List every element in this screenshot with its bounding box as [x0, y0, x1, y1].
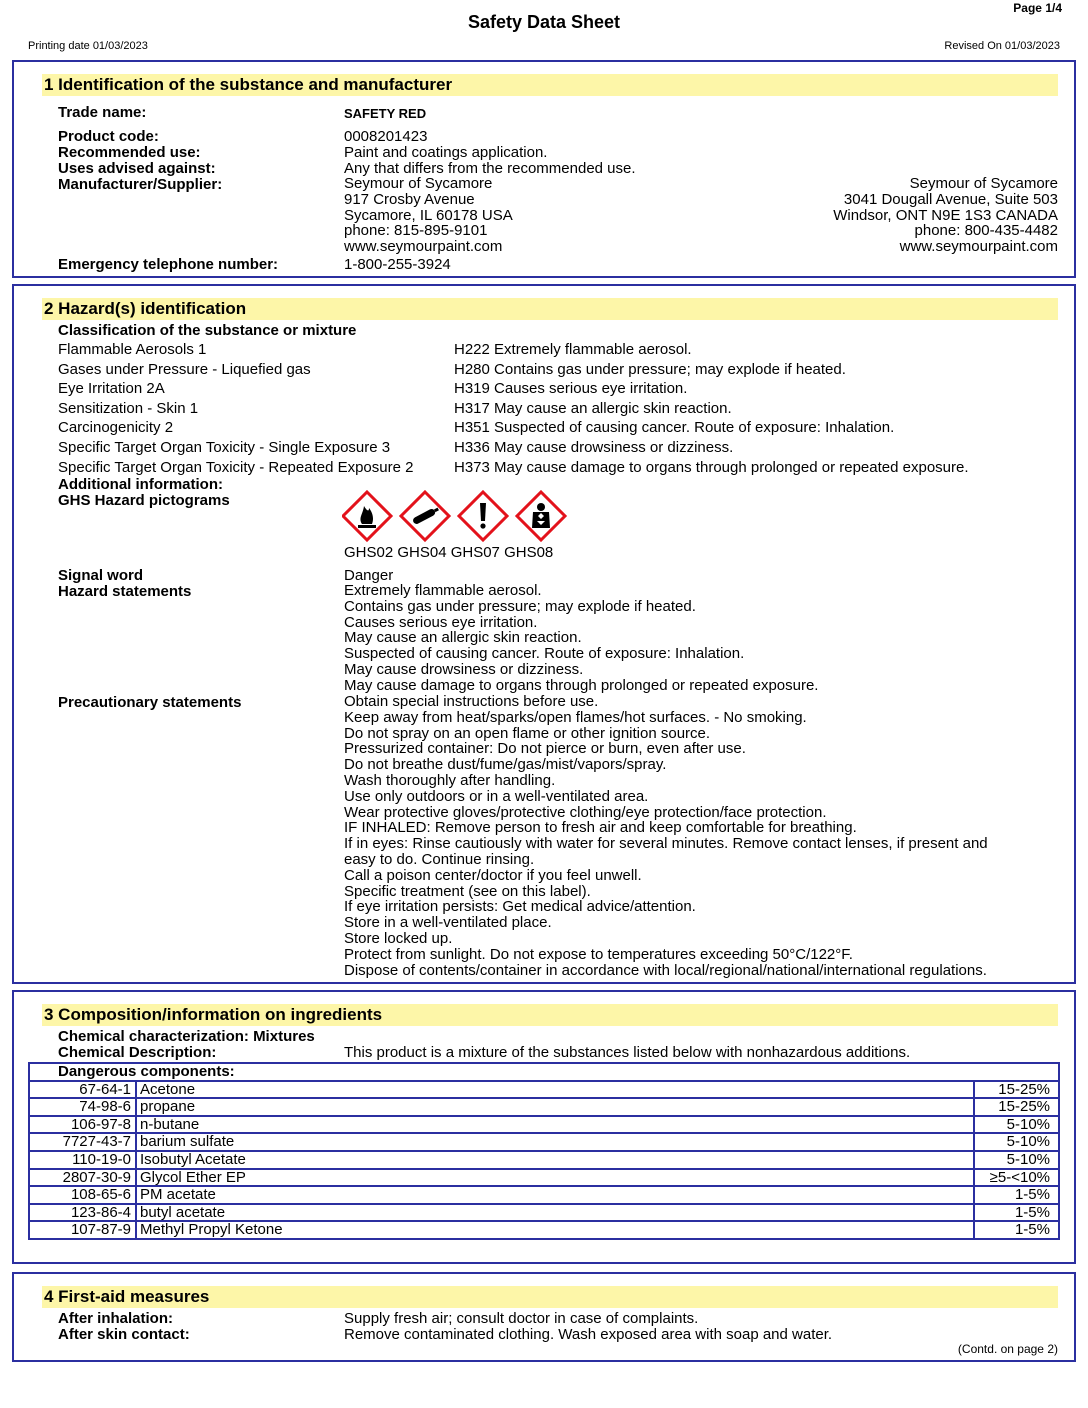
cas-number: 67-64-1 — [29, 1081, 136, 1099]
table-row — [29, 1151, 1059, 1169]
characterization-label: Chemical characterization: Mixtures — [58, 1028, 315, 1045]
classification-label: Classification of the substance or mixture — [58, 322, 357, 339]
hazard-class: Specific Target Organ Toxicity - Repeated Exposure 2 — [58, 459, 414, 476]
precautionary-statement: Call a poison center/doctor if you feel unwell. — [344, 866, 642, 884]
table-row — [29, 1133, 1059, 1151]
component-name: Methyl Propyl Ketone — [136, 1221, 974, 1239]
section-title: 3 Composition/information on ingredients — [44, 1005, 383, 1024]
section-title: 4 First-aid measures — [44, 1287, 210, 1306]
us-address — [344, 176, 513, 255]
section-heading-band — [42, 298, 1058, 320]
gas-cylinder-icon — [401, 492, 449, 540]
component-name: butyl acetate — [136, 1204, 974, 1222]
table-row — [29, 1169, 1059, 1187]
component-percent: 5-10% — [974, 1116, 1059, 1134]
table-row — [29, 1204, 1059, 1222]
component-percent: 1-5% — [974, 1221, 1059, 1239]
additional-info-label: Additional information: — [58, 476, 223, 493]
precautionary-statement: Protect from sunlight. Do not expose to temperatures exceeding 50°C/122°F. — [344, 945, 853, 963]
flame-icon — [343, 492, 391, 540]
hazard-code: H351 Suspected of causing cancer. Route of exposure: Inhalation. — [454, 419, 895, 436]
precautionary-statement: If in eyes: Rinse cautiously with water for several minutes. Remove contact lenses, if present and — [344, 835, 988, 853]
canada-address-line: Windsor, ONT N9E 1S3 CANADA — [833, 206, 1058, 224]
section-title: 2 Hazard(s) identification — [44, 299, 247, 318]
component-name: Glycol Ether EP — [136, 1169, 974, 1187]
canada-website: www.seymourpaint.com — [899, 238, 1058, 256]
section-identification — [12, 60, 1076, 278]
uses-against-value: Any that differs from the recommended use. — [344, 160, 636, 177]
precautionary-statement: Pressurized container: Do not pierce or burn, even after use. — [344, 740, 746, 758]
precautionary-statement: easy to do. Continue rinsing. — [344, 850, 535, 868]
hazard-statement: Suspected of causing cancer. Route of exposure: Inhalation. — [344, 645, 745, 663]
component-name: n-butane — [136, 1116, 974, 1134]
component-name: propane — [136, 1098, 974, 1116]
after-skin-contact-label: After skin contact: — [58, 1326, 190, 1343]
precautionary-statement: Wash thoroughly after handling. — [344, 771, 556, 789]
us-address-line: 917 Crosby Avenue — [344, 190, 475, 208]
recommended-use-label: Recommended use: — [58, 144, 201, 161]
cas-number: 108-65-6 — [29, 1186, 136, 1204]
precautionary-statement: Do not spray on an open flame or other ignition source. — [344, 724, 711, 742]
hazard-class: Specific Target Organ Toxicity - Single Exposure 3 — [58, 439, 391, 456]
chemical-description: This product is a mixture of the substances listed below with nonhazardous additions. — [344, 1044, 911, 1061]
section-heading-band — [42, 1286, 1058, 1308]
precautionary-statement: Store in a well-ventilated place. — [344, 914, 552, 932]
ghs-pictograms — [342, 490, 572, 546]
precautionary-statement: Dispose of contents/container in accordance with local/regional/national/international regulations. — [344, 961, 987, 979]
section-heading-band — [42, 74, 1058, 96]
component-name: Isobutyl Acetate — [136, 1151, 974, 1169]
document-title: Safety Data Sheet — [467, 12, 621, 32]
component-percent: 1-5% — [974, 1204, 1059, 1222]
component-name: PM acetate — [136, 1186, 974, 1204]
uses-against-label: Uses advised against: — [58, 160, 216, 177]
hazard-statement: Extremely flammable aerosol. — [344, 582, 542, 599]
pictogram-codes: GHS02 GHS04 GHS07 GHS08 — [344, 544, 554, 561]
component-name: barium sulfate — [136, 1133, 974, 1151]
table-row — [29, 1186, 1059, 1204]
trade-name-value: SAFETY RED — [344, 106, 427, 121]
trade-name-label: Trade name: — [58, 104, 147, 121]
section-first-aid — [12, 1272, 1076, 1362]
chemical-description-label: Chemical Description: — [58, 1044, 217, 1061]
canada-address-line: Seymour of Sycamore — [909, 175, 1058, 192]
precautionary-statement: Keep away from heat/sparks/open flames/hot surfaces. - No smoking. — [344, 708, 807, 726]
cas-number: 107-87-9 — [29, 1221, 136, 1239]
component-percent: 15-25% — [974, 1081, 1059, 1099]
pictograms-label: GHS Hazard pictograms — [58, 492, 230, 509]
cas-number: 2807-30-9 — [29, 1169, 136, 1187]
canada-address — [833, 176, 1058, 255]
hazard-code: H373 May cause damage to organs through prolonged or repeated exposure. — [454, 459, 969, 476]
emergency-label: Emergency telephone number: — [58, 256, 279, 273]
product-code-label: Product code: — [58, 128, 159, 145]
table-row — [29, 1221, 1059, 1239]
precautionary-statements-label: Precautionary statements — [58, 694, 242, 711]
component-name: Acetone — [136, 1081, 974, 1099]
section-title: 1 Identification of the substance and manufacturer — [44, 75, 453, 94]
precautionary-statement: Specific treatment (see on this label). — [344, 882, 591, 900]
precautionary-statement: IF INHALED: Remove person to fresh air and keep comfortable for breathing. — [344, 819, 857, 837]
cas-number: 123-86-4 — [29, 1204, 136, 1222]
precautionary-statement: If eye irritation persists: Get medical advice/attention. — [344, 898, 696, 916]
hazard-class: Gases under Pressure - Liquefied gas — [58, 361, 311, 378]
printing-date: Printing date 01/03/2023 — [28, 40, 148, 52]
hazard-code: H336 May cause drowsiness or dizziness. — [454, 439, 734, 456]
cas-number: 110-19-0 — [29, 1151, 136, 1169]
component-percent: 5-10% — [974, 1151, 1059, 1169]
hazard-statement: May cause drowsiness or dizziness. — [344, 660, 584, 678]
precautionary-statements — [344, 694, 988, 978]
hazard-statement: Causes serious eye irritation. — [344, 613, 538, 631]
hazard-statements — [344, 583, 818, 694]
hazard-code: H319 Causes serious eye irritation. — [454, 380, 688, 397]
hazard-code: H222 Extremely flammable aerosol. — [454, 341, 692, 358]
component-percent: 5-10% — [974, 1133, 1059, 1151]
exclamation-icon — [459, 492, 507, 540]
us-website: www.seymourpaint.com — [344, 238, 503, 256]
after-inhalation-label: After inhalation: — [58, 1310, 173, 1327]
recommended-use-value: Paint and coatings application. — [344, 144, 548, 161]
us-phone: phone: 815-895-9101 — [344, 222, 488, 240]
table-header-row — [29, 1063, 1059, 1081]
section-heading-band — [42, 1004, 1058, 1026]
hazard-code: H280 Contains gas under pressure; may explode if heated. — [454, 361, 846, 378]
component-percent: 15-25% — [974, 1098, 1059, 1116]
cas-number: 7727-43-7 — [29, 1133, 136, 1151]
cas-number: 74-98-6 — [29, 1098, 136, 1116]
hazard-class: Eye Irritation 2A — [58, 380, 165, 397]
hazard-code: H317 May cause an allergic skin reaction. — [454, 400, 732, 417]
table-row — [29, 1098, 1059, 1116]
signal-word: Danger — [344, 567, 394, 584]
signal-word-label: Signal word — [58, 567, 144, 584]
hazard-statement: May cause an allergic skin reaction. — [344, 629, 582, 647]
components-table — [28, 1062, 1060, 1240]
precautionary-statement: Wear protective gloves/protective clothing/eye protection/face protection. — [344, 803, 827, 821]
canada-phone: phone: 800-435-4482 — [914, 222, 1058, 240]
emergency-phone: 1-800-255-3924 — [344, 256, 451, 273]
hazard-class: Carcinogenicity 2 — [58, 419, 174, 436]
precautionary-statement: Use only outdoors or in a well-ventilated area. — [344, 787, 649, 805]
precautionary-statement: Do not breathe dust/fume/gas/mist/vapors/spray. — [344, 756, 667, 774]
health-hazard-icon — [517, 492, 565, 540]
page-number: Page 1/4 — [1013, 1, 1062, 15]
table-row — [29, 1116, 1059, 1134]
component-percent: ≥5-<10% — [974, 1169, 1059, 1187]
section-hazards — [12, 284, 1076, 984]
dangerous-components-label: Dangerous components: — [29, 1063, 1059, 1081]
table-row — [29, 1081, 1059, 1099]
hazard-statement: May cause damage to organs through prolonged or repeated exposure. — [344, 676, 819, 694]
after-inhalation: Supply fresh air; consult doctor in case of complaints. — [344, 1310, 699, 1327]
manufacturer-label: Manufacturer/Supplier: — [58, 176, 223, 193]
us-address-line: Sycamore, IL 60178 USA — [344, 206, 513, 224]
precautionary-statement: Store locked up. — [344, 929, 453, 947]
cas-number: 106-97-8 — [29, 1116, 136, 1134]
precautionary-statement: Obtain special instructions before use. — [344, 693, 599, 710]
revised-date: Revised On 01/03/2023 — [944, 40, 1060, 52]
hazard-statement: Contains gas under pressure; may explode if heated. — [344, 597, 696, 615]
after-skin-contact: Remove contaminated clothing. Wash exposed area with soap and water. — [344, 1326, 833, 1343]
canada-address-line: 3041 Dougall Avenue, Suite 503 — [843, 190, 1058, 208]
us-address-line: Seymour of Sycamore — [344, 175, 493, 192]
hazard-class: Flammable Aerosols 1 — [58, 341, 207, 358]
continued-note: (Contd. on page 2) — [957, 1342, 1058, 1356]
hazard-statements-label: Hazard statements — [58, 583, 192, 600]
component-percent: 1-5% — [974, 1186, 1059, 1204]
product-code-value: 0008201423 — [344, 128, 428, 145]
hazard-class: Sensitization - Skin 1 — [58, 400, 199, 417]
